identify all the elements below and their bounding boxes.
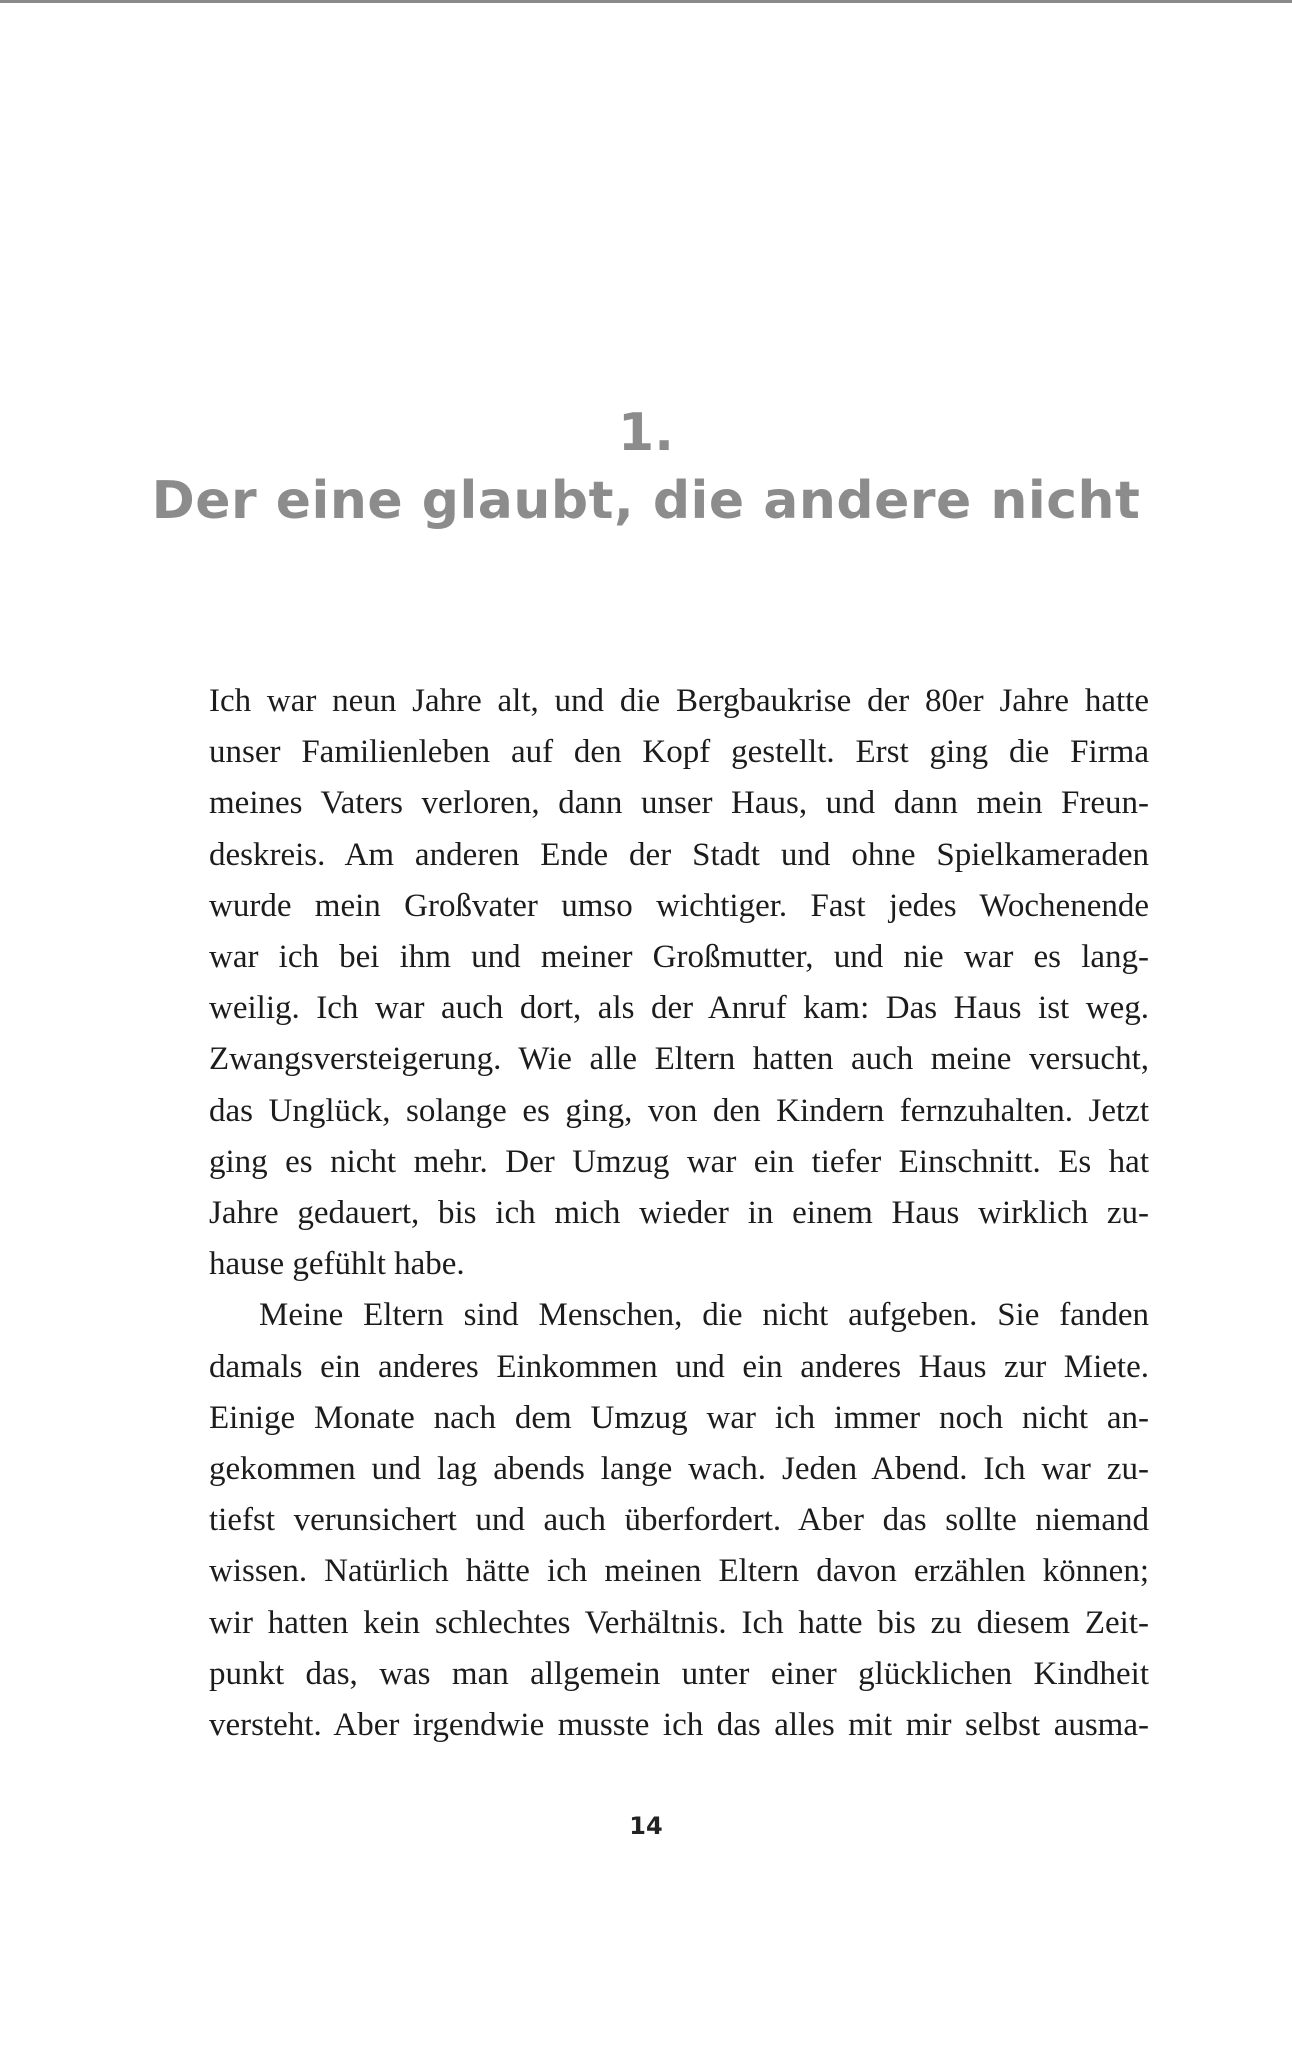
paragraph-2 xyxy=(209,1290,1149,1751)
body-text xyxy=(209,676,1149,1751)
chapter-heading xyxy=(0,400,1292,536)
page-number: 14 xyxy=(629,1812,663,1840)
text-line: gekommen und lag abends lange wach. Jeden Abend. Ich war zu- xyxy=(209,1451,1149,1488)
text-line: wir hatten kein schlechtes Verhältnis. Ich hatte bis zu diesem Zeit- xyxy=(209,1604,1149,1641)
paragraph-1 xyxy=(209,676,1149,1290)
chapter-title: Der eine glaubt, die andere nicht xyxy=(151,471,1141,531)
text-line: damals ein anderes Einkommen und ein anderes Haus zur Miete. xyxy=(209,1348,1149,1385)
text-line: weilig. Ich war auch dort, als der Anruf kam: Das Haus ist weg. xyxy=(209,990,1149,1027)
text-line: Zwangsversteigerung. Wie alle Eltern hatten auch meine versucht, xyxy=(209,1041,1149,1078)
text-line: ging es nicht mehr. Der Umzug war ein tiefer Einschnitt. Es hat xyxy=(209,1143,1149,1180)
text-line: punkt das, was man allgemein unter einer glücklichen Kindheit xyxy=(209,1655,1149,1692)
text-line: versteht. Aber irgendwie musste ich das alles mit mir selbst ausma- xyxy=(209,1707,1149,1744)
text-line: meines Vaters verloren, dann unser Haus, und dann mein Freun- xyxy=(209,785,1149,822)
text-line: unser Familienleben auf den Kopf gestellt. Erst ging die Firma xyxy=(209,734,1149,771)
text-line: wissen. Natürlich hätte ich meinen Eltern davon erzählen können; xyxy=(209,1553,1149,1590)
text-line: wurde mein Großvater umso wichtiger. Fast jedes Wochenende xyxy=(209,887,1149,924)
text-line: Ich war neun Jahre alt, und die Bergbaukrise der 80er Jahre hatte xyxy=(209,683,1149,719)
text-line: das Unglück, solange es ging, von den Kindern fernzuhalten. Jetzt xyxy=(209,1092,1149,1129)
text-line: tiefst verunsichert und auch überfordert. Aber das sollte niemand xyxy=(209,1502,1149,1539)
text-line: war ich bei ihm und meiner Großmutter, und nie war es lang- xyxy=(209,939,1149,976)
top-border-line xyxy=(0,0,1292,3)
chapter-number: 1. xyxy=(618,403,674,463)
text-line: Jahre gedauert, bis ich mich wieder in einem Haus wirklich zu- xyxy=(209,1195,1149,1232)
text-line: Meine Eltern sind Menschen, die nicht aufgeben. Sie fanden xyxy=(259,1297,1149,1334)
text-line: Einige Monate nach dem Umzug war ich immer noch nicht an- xyxy=(209,1399,1149,1436)
text-line: deskreis. Am anderen Ende der Stadt und ohne Spielkameraden xyxy=(209,836,1149,873)
text-line: hause gefühlt habe. xyxy=(209,1246,465,1283)
